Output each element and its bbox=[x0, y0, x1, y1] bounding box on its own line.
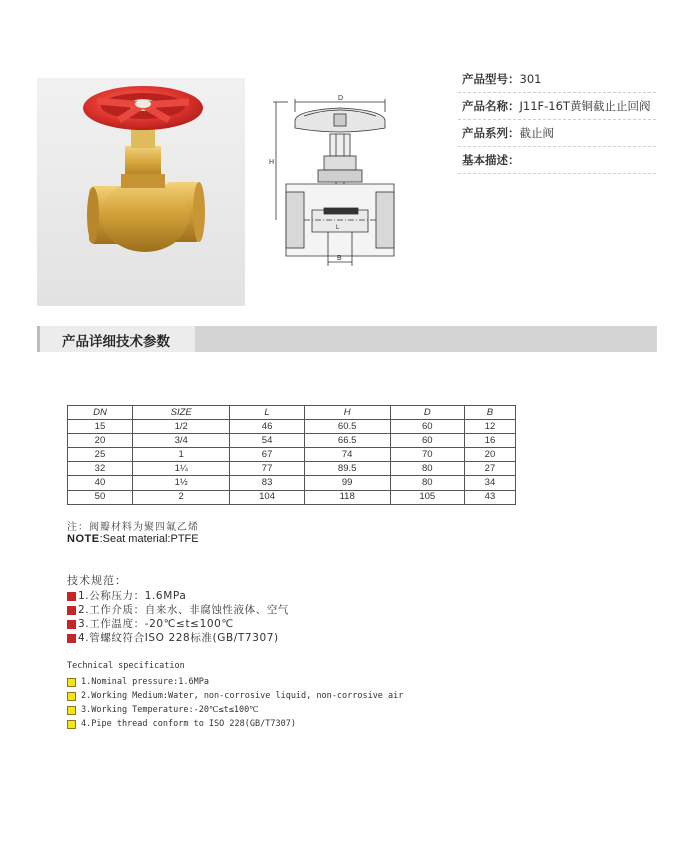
col-l: L bbox=[230, 406, 304, 420]
table-cell: 60.5 bbox=[304, 420, 390, 434]
table-cell: 16 bbox=[464, 434, 515, 448]
product-info bbox=[458, 66, 656, 174]
tech-spec-cn-title: 技术规范： bbox=[67, 574, 127, 587]
list-item-text: 3.Working Temperature:-20℃≤t≤100℃ bbox=[81, 705, 259, 715]
product-series-label: 产品系列： bbox=[462, 126, 520, 140]
list-item bbox=[67, 703, 403, 717]
table-cell: 1 bbox=[132, 448, 230, 462]
table-header-row bbox=[68, 406, 516, 420]
table-cell: 25 bbox=[68, 448, 133, 462]
product-desc-row bbox=[458, 147, 656, 174]
list-item bbox=[67, 675, 403, 689]
note-label: NOTE bbox=[67, 533, 100, 545]
valve-section-drawing bbox=[268, 92, 416, 270]
section-title: 产品详细技术参数 bbox=[62, 334, 170, 350]
table-cell: 1½ bbox=[132, 476, 230, 490]
table-cell: 1/2 bbox=[132, 420, 230, 434]
col-size: SIZE bbox=[132, 406, 230, 420]
red-square-icon bbox=[67, 634, 76, 643]
product-photo bbox=[37, 78, 245, 306]
list-item bbox=[67, 617, 289, 631]
table-cell: 66.5 bbox=[304, 434, 390, 448]
table-row bbox=[68, 490, 516, 504]
tech-spec-cn bbox=[67, 572, 289, 645]
table-cell: 99 bbox=[304, 476, 390, 490]
section-tab bbox=[37, 326, 195, 352]
table-cell: 50 bbox=[68, 490, 133, 504]
note-text: :Seat material:PTFE bbox=[99, 533, 199, 545]
table-row bbox=[68, 476, 516, 490]
table-row bbox=[68, 434, 516, 448]
list-item-text: 1.公称压力：1.6MPa bbox=[78, 590, 187, 602]
col-dn: DN bbox=[68, 406, 133, 420]
list-item bbox=[67, 631, 289, 645]
yellow-square-icon bbox=[67, 692, 76, 701]
table-cell: 80 bbox=[390, 462, 464, 476]
table-cell: 77 bbox=[230, 462, 304, 476]
table-cell: 89.5 bbox=[304, 462, 390, 476]
list-item bbox=[67, 589, 289, 603]
yellow-square-icon bbox=[67, 720, 76, 729]
table-cell: 60 bbox=[390, 434, 464, 448]
product-series-value[interactable]: 截止阀 bbox=[519, 126, 554, 140]
col-b: B bbox=[464, 406, 515, 420]
table-cell: 15 bbox=[68, 420, 133, 434]
list-item-text: 2.Working Medium:Water, non-corrosive liquid, non-corrosive air bbox=[81, 691, 404, 701]
note-english bbox=[67, 533, 199, 545]
table-cell: 46 bbox=[230, 420, 304, 434]
table-cell: 2 bbox=[132, 490, 230, 504]
table-cell: 60 bbox=[390, 420, 464, 434]
list-item-text: 4.管螺纹符合ISO 228标准(GB/T7307) bbox=[78, 632, 279, 644]
table-cell: 118 bbox=[304, 490, 390, 504]
table-cell: 80 bbox=[390, 476, 464, 490]
list-item bbox=[67, 689, 403, 703]
yellow-square-icon bbox=[67, 706, 76, 715]
table-cell: 32 bbox=[68, 462, 133, 476]
dim-b-label: B bbox=[337, 255, 342, 262]
list-item bbox=[67, 603, 289, 617]
table-cell: 20 bbox=[68, 434, 133, 448]
product-model-value: 301 bbox=[519, 72, 542, 86]
dim-d-label: D bbox=[338, 95, 344, 102]
tech-spec-en-title: Technical specification bbox=[67, 661, 185, 671]
table-cell: 40 bbox=[68, 476, 133, 490]
red-square-icon bbox=[67, 606, 76, 615]
dimension-table bbox=[67, 405, 516, 505]
globe-valve-image bbox=[37, 78, 245, 306]
table-cell: 83 bbox=[230, 476, 304, 490]
product-series-row bbox=[458, 120, 656, 147]
product-name-label: 产品名称： bbox=[462, 99, 520, 113]
product-model-row bbox=[458, 66, 656, 93]
product-name-value: J11F-16T黄铜截止止回阀 bbox=[519, 99, 651, 113]
product-name-row bbox=[458, 93, 656, 120]
dim-l-label: L bbox=[336, 225, 340, 231]
table-cell: 105 bbox=[390, 490, 464, 504]
product-desc-label: 基本描述： bbox=[462, 153, 520, 167]
red-square-icon bbox=[67, 592, 76, 601]
col-h: H bbox=[304, 406, 390, 420]
table-cell: 74 bbox=[304, 448, 390, 462]
col-d: D bbox=[390, 406, 464, 420]
table-cell: 43 bbox=[464, 490, 515, 504]
list-item-text: 1.Nominal pressure:1.6MPa bbox=[81, 677, 209, 687]
table-row bbox=[68, 448, 516, 462]
table-cell: 27 bbox=[464, 462, 515, 476]
table-row bbox=[68, 462, 516, 476]
red-square-icon bbox=[67, 620, 76, 629]
list-item-text: 4.Pipe thread conform to ISO 228(GB/T7307) bbox=[81, 719, 296, 729]
list-item bbox=[67, 717, 403, 731]
table-cell: 12 bbox=[464, 420, 515, 434]
table-cell: 67 bbox=[230, 448, 304, 462]
dimension-drawing bbox=[268, 92, 416, 270]
table-cell: 3/4 bbox=[132, 434, 230, 448]
table-cell: 54 bbox=[230, 434, 304, 448]
product-model-label: 产品型号： bbox=[462, 72, 520, 86]
list-item-text: 2.工作介质：自来水、非腐蚀性液体、空气 bbox=[78, 604, 290, 616]
list-item-text: 3.工作温度：-20℃≤t≤100℃ bbox=[78, 618, 234, 630]
table-cell: 34 bbox=[464, 476, 515, 490]
table-row bbox=[68, 420, 516, 434]
yellow-square-icon bbox=[67, 678, 76, 687]
tech-spec-en bbox=[67, 661, 403, 731]
table-cell: 1¼ bbox=[132, 462, 230, 476]
table-cell: 70 bbox=[390, 448, 464, 462]
dim-h-label: H bbox=[269, 159, 275, 166]
note-chinese: 注：阀瓣材料为聚四氟乙烯 bbox=[67, 522, 199, 533]
section-header bbox=[37, 326, 657, 352]
table-cell: 104 bbox=[230, 490, 304, 504]
table-cell: 20 bbox=[464, 448, 515, 462]
